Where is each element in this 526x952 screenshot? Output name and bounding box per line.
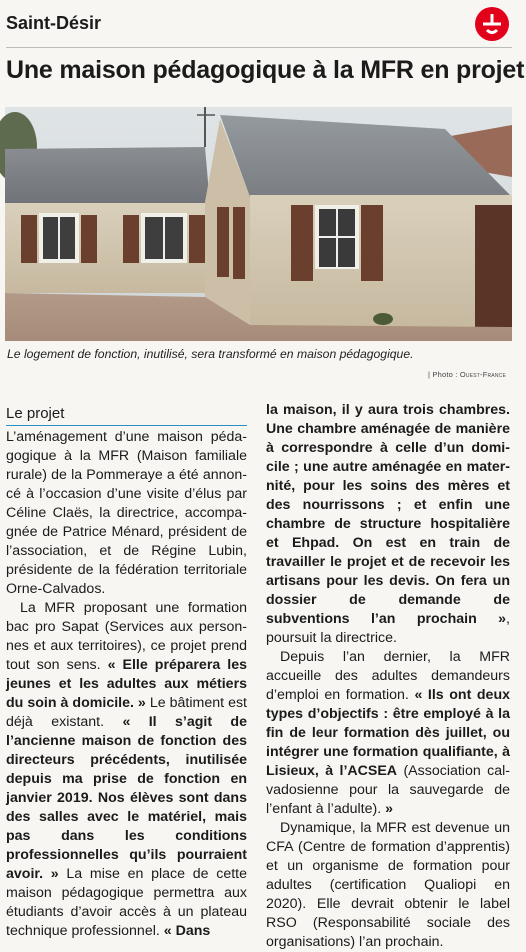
header-divider [6,47,512,48]
text-run: (Association calvadosienne pour la sauvegarde de l’enfant à l’adulte). [266,763,510,817]
article-column-1 [6,428,247,941]
paragraph [266,401,510,648]
quote-bold: « Dans [163,923,211,939]
paragraph [266,648,510,819]
text-run: La mise en place de cette maison pédagogique permettra aux étudiants d’avoir accès à un plateau technique professionnel. [6,866,247,939]
headline: Une maison pédagogique à la MFR en projet [6,56,525,84]
quote-bold: « Ils ont deux types d’objectifs : être employé à la fin de leur formation dès juillet, ou intégrer une formation qualifiante, à Lisieux, à l’ACSEA [266,687,510,779]
quote-bold: la maison, il y aura trois chambres. Une chambre aménagée de manière à correspondre à celle d’un domicile ; une autre aménagée en maternité, pour les soins des mères et des nourrissons ; et enfin une chambre de structure hospitalière et Ehpad. On est en train de travailler le projet et de recevoir les artisans pour les devis. On fera un dossier de demande de subventions l’an prochain » [266,402,510,627]
article-column-2 [266,401,510,952]
quote-bold: » [385,801,393,817]
text-run: Depuis l’an dernier, la MFR accueille des adultes demandeurs d’emploi en formation. [266,649,510,703]
subhead-underline [6,425,247,426]
text-run: Le bâtiment est déjà existant. [6,695,247,730]
photo-credit-source: Ouest-France [459,370,506,379]
quote-bold: « Il s’agit de l’ancienne maison de fonction des directeurs précédents, inutilisée depuis ma prise de fonction en janvier 2019. Nos élèves sont dans des salles avec le matériel, mais pas dans les conditions professionnelles qu’ils pourraient avoir. » [6,714,247,882]
photo-caption: Le logement de fonction, inutilisé, sera transformé en maison pédagogique. [7,347,414,361]
section-title: Saint-Désir [6,13,102,33]
photo-credit [428,370,506,379]
text-run: La MFR proposant une formation bac pro Sapat (Services aux personnes et aux territoires), ce projet prend tout son sens. [6,600,247,673]
photo-credit-prefix: | Photo : [427,370,460,379]
paragraph: L’aménagement d’une maison pédagogique à la MFR (Maison familiale rurale) de la Pommeraye a été annoncé à l’occasion d’une visite d’élus par Céline Claës, la directrice, accompagnée de Patrice Ménard, président de l’association, et de Régine Lubin, présidente de la fédération territoriale Orne-Calvados. [6,429,247,597]
section-subhead: Le projet [6,405,65,422]
quote-bold: « Elle préparera les jeunes et les adultes aux métiers du soin à domicile. » [6,657,248,711]
ouest-france-logo [474,6,510,42]
article-photo [5,107,512,341]
text-run: , poursuit la directrice. [266,611,510,646]
paragraph: Dynamique, la MFR est devenue un CFA (Centre de formation d’apprentis) et un organisme de formation pour adultes (certification Qualiopi en 2020). Elle devrait obtenir le label RSO (Responsabilité sociale des organisations) l’an prochain. [266,820,510,950]
paragraph [6,599,247,941]
